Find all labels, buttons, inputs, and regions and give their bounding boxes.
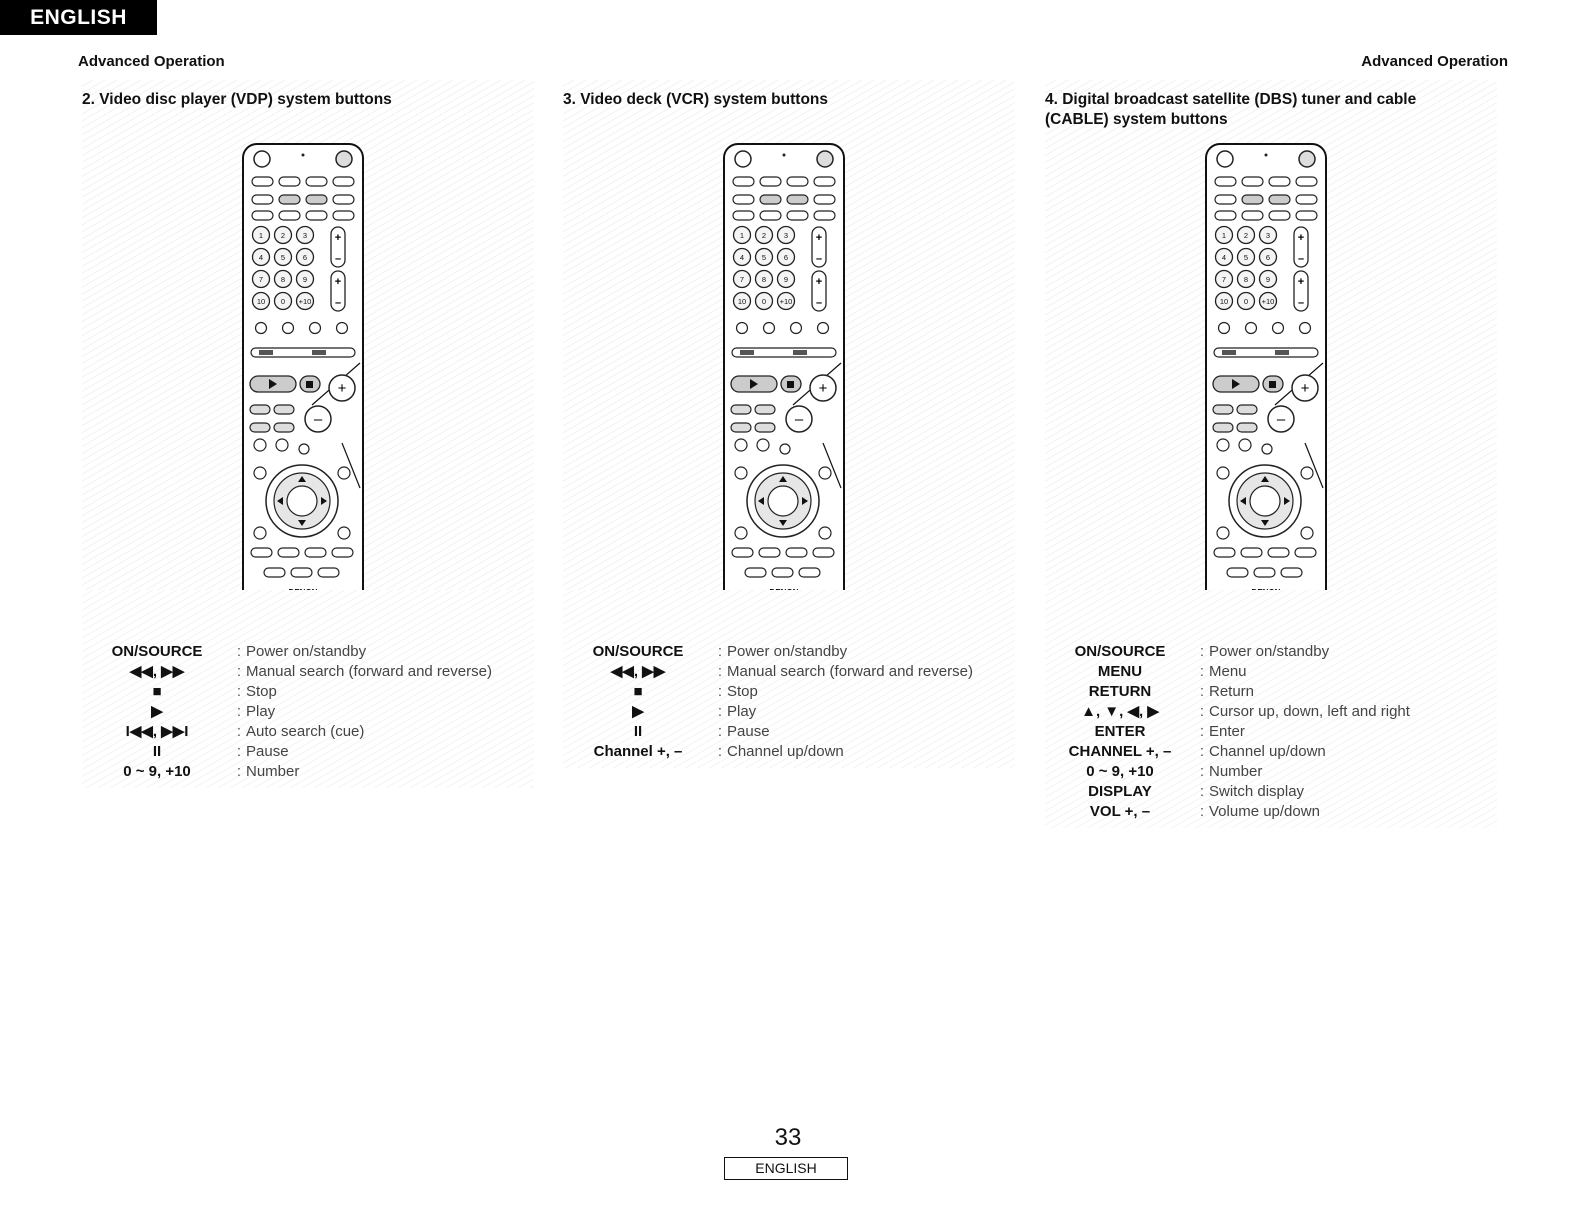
enter-key-icon xyxy=(287,486,317,516)
mode-switch-knob xyxy=(793,350,807,355)
number-key-label: 8 xyxy=(280,275,286,284)
legend-separator: : xyxy=(717,723,723,740)
legend-description: Cursor up, down, left and right xyxy=(1209,703,1410,720)
legend-key: RETURN xyxy=(1088,683,1152,700)
round-key-icon xyxy=(1217,527,1229,539)
legend-separator: : xyxy=(236,723,242,740)
legend-separator: : xyxy=(236,683,242,700)
legend xyxy=(563,590,1015,768)
minus-label: – xyxy=(1297,297,1305,309)
oval-key xyxy=(1242,195,1263,204)
minus-label: – xyxy=(334,253,342,265)
number-key-label: 4 xyxy=(739,253,745,262)
round-key-icon xyxy=(735,439,747,451)
number-key-label: 9 xyxy=(783,275,789,284)
legend-description: Channel up/down xyxy=(1209,743,1326,760)
oval-key xyxy=(772,568,793,577)
oval-key xyxy=(305,548,326,557)
skip-forward-key xyxy=(755,405,775,414)
legend-separator: : xyxy=(1199,643,1205,660)
legend-row xyxy=(563,722,1015,742)
oval-key xyxy=(1269,177,1290,186)
legend-row xyxy=(1045,702,1497,722)
number-key-label: +10 xyxy=(779,297,793,306)
oval-key xyxy=(279,211,300,220)
legend-description: Power on/standby xyxy=(727,643,848,660)
legend-separator: : xyxy=(717,703,723,720)
oval-key xyxy=(733,177,754,186)
legend-key: VOL +, – xyxy=(1089,803,1151,820)
volume-minus-label: – xyxy=(794,411,804,428)
legend-separator: : xyxy=(236,663,242,680)
legend-key: ■ xyxy=(152,683,162,700)
number-key-label: 10 xyxy=(256,297,266,306)
number-key-label: 3 xyxy=(783,231,789,240)
remote-illustration xyxy=(1205,143,1327,629)
oval-key xyxy=(787,177,808,186)
round-key-icon xyxy=(1301,467,1313,479)
legend-description: Volume up/down xyxy=(1209,803,1320,820)
oval-key xyxy=(1296,211,1317,220)
legend-key: ▶ xyxy=(632,703,644,720)
legend-key: ON/SOURCE xyxy=(592,643,684,660)
legend-separator: : xyxy=(717,743,723,760)
oval-key xyxy=(333,177,354,186)
oval-key xyxy=(1214,548,1235,557)
round-key-icon xyxy=(735,527,747,539)
volume-minus-label: – xyxy=(1276,411,1286,428)
mode-switch-knob xyxy=(740,350,754,355)
stop-icon xyxy=(306,381,313,388)
number-key-label: +10 xyxy=(1261,297,1275,306)
section-title: 4. Digital broadcast satellite (DBS) tuner and cable (CABLE) system buttons xyxy=(1045,91,1417,128)
number-key-label: 4 xyxy=(258,253,264,262)
round-key-icon xyxy=(283,323,294,334)
legend-key: CHANNEL +, – xyxy=(1068,743,1172,760)
enter-key-icon xyxy=(768,486,798,516)
number-key-label: 1 xyxy=(739,231,745,240)
fast-forward-key xyxy=(274,423,294,432)
oval-key xyxy=(306,177,327,186)
oval-key xyxy=(1242,211,1263,220)
round-key-icon xyxy=(757,439,769,451)
legend-row xyxy=(1045,762,1497,782)
oval-key xyxy=(318,568,339,577)
oval-key xyxy=(278,548,299,557)
legend-row xyxy=(82,682,534,702)
oval-key xyxy=(814,177,835,186)
legend-separator: : xyxy=(1199,763,1205,780)
oval-key xyxy=(732,548,753,557)
legend xyxy=(82,590,534,788)
oval-key xyxy=(814,211,835,220)
round-key-icon xyxy=(819,527,831,539)
legend-separator: : xyxy=(1199,743,1205,760)
number-key-label: 6 xyxy=(302,253,308,262)
remote-svg xyxy=(1205,143,1327,629)
plus-label: + xyxy=(815,232,823,244)
oval-key xyxy=(760,211,781,220)
oval-key xyxy=(1295,548,1316,557)
round-key-icon xyxy=(818,323,829,334)
minus-label: – xyxy=(815,253,823,265)
oval-key xyxy=(1269,195,1290,204)
rewind-key xyxy=(250,423,270,432)
oval-key xyxy=(813,548,834,557)
round-key-icon xyxy=(254,527,266,539)
legend-key: 0 ~ 9, +10 xyxy=(123,763,191,780)
oval-key xyxy=(799,568,820,577)
led-indicator xyxy=(302,154,305,157)
footer-language: ENGLISH xyxy=(724,1157,848,1180)
led-indicator xyxy=(1265,154,1268,157)
skip-forward-key xyxy=(1237,405,1257,414)
legend-key: DISPLAY xyxy=(1088,783,1152,800)
round-key-icon xyxy=(1262,444,1272,454)
oval-key xyxy=(745,568,766,577)
legend-row xyxy=(563,682,1015,702)
legend-description: Manual search (forward and reverse) xyxy=(727,663,973,680)
legend-separator: : xyxy=(717,683,723,700)
round-key-icon xyxy=(299,444,309,454)
legend-row xyxy=(82,762,534,782)
legend-row xyxy=(82,662,534,682)
oval-key xyxy=(814,195,835,204)
oval-key xyxy=(252,211,273,220)
round-key-icon xyxy=(254,439,266,451)
legend-separator: : xyxy=(1199,803,1205,820)
oval-key xyxy=(291,568,312,577)
section-dbs-cable xyxy=(1045,80,1497,828)
skip-back-key xyxy=(250,405,270,414)
oval-key xyxy=(759,548,780,557)
oval-key xyxy=(333,211,354,220)
fast-forward-key xyxy=(755,423,775,432)
legend-description: Play xyxy=(727,703,757,720)
legend-key: ▶ xyxy=(151,703,163,720)
page-number: 33 xyxy=(774,1124,802,1151)
legend-description: Auto search (cue) xyxy=(246,723,365,740)
round-key-icon xyxy=(737,323,748,334)
oval-key xyxy=(787,195,808,204)
plus-label: + xyxy=(334,276,342,288)
number-key-label: 5 xyxy=(1243,253,1249,262)
legend-description: Menu xyxy=(1209,663,1247,680)
oval-key xyxy=(733,211,754,220)
legend-row xyxy=(1045,742,1497,762)
enter-key-icon xyxy=(1250,486,1280,516)
minus-label: – xyxy=(1297,253,1305,265)
oval-key xyxy=(251,548,272,557)
section-vdp xyxy=(82,80,534,788)
legend-separator: : xyxy=(236,703,242,720)
legend-description: Manual search (forward and reverse) xyxy=(246,663,492,680)
number-key-label: 9 xyxy=(302,275,308,284)
led-indicator xyxy=(783,154,786,157)
oval-key xyxy=(306,195,327,204)
number-key-label: 0 xyxy=(761,297,767,306)
legend-row xyxy=(82,742,534,762)
legend-row xyxy=(82,642,534,662)
remote-illustration xyxy=(242,143,364,629)
oval-key xyxy=(252,177,273,186)
remote-svg xyxy=(242,143,364,629)
legend-key: ON/SOURCE xyxy=(1074,643,1166,660)
minus-label: – xyxy=(815,297,823,309)
round-key-icon xyxy=(1217,467,1229,479)
minus-label: – xyxy=(334,297,342,309)
stop-icon xyxy=(787,381,794,388)
on-source-button-icon xyxy=(1299,151,1315,167)
legend-row xyxy=(1045,662,1497,682)
legend-row xyxy=(563,742,1015,762)
oval-key xyxy=(1242,177,1263,186)
legend-row xyxy=(1045,782,1497,802)
legend-description: Power on/standby xyxy=(1209,643,1330,660)
number-key-label: 1 xyxy=(258,231,264,240)
language-tab: ENGLISH xyxy=(0,0,157,35)
legend-key: ON/SOURCE xyxy=(111,643,203,660)
round-key-icon xyxy=(780,444,790,454)
legend-key: 0 ~ 9, +10 xyxy=(1086,763,1154,780)
round-key-icon xyxy=(1246,323,1257,334)
volume-plus-label: + xyxy=(818,380,828,397)
legend-description: Switch display xyxy=(1209,783,1305,800)
oval-key xyxy=(733,195,754,204)
number-key-label: 2 xyxy=(1243,231,1249,240)
legend-key: MENU xyxy=(1097,663,1143,680)
number-key-label: 2 xyxy=(761,231,767,240)
legend-key: ◀◀, ▶▶ xyxy=(129,663,185,680)
volume-minus-label: – xyxy=(313,411,323,428)
legend-separator: : xyxy=(236,643,242,660)
number-key-label: 5 xyxy=(280,253,286,262)
round-key-icon xyxy=(1300,323,1311,334)
legend-key: ■ xyxy=(633,683,643,700)
oval-key xyxy=(264,568,285,577)
oval-key xyxy=(786,548,807,557)
oval-key xyxy=(760,177,781,186)
mode-switch-knob xyxy=(1275,350,1289,355)
volume-plus-label: + xyxy=(1300,380,1310,397)
legend-description: Return xyxy=(1209,683,1255,700)
oval-key xyxy=(1254,568,1275,577)
number-key-label: 5 xyxy=(761,253,767,262)
number-key-label: 6 xyxy=(1265,253,1271,262)
legend-description: Channel up/down xyxy=(727,743,844,760)
on-source-button-icon xyxy=(336,151,352,167)
number-key-label: 7 xyxy=(258,275,264,284)
legend-separator: : xyxy=(236,763,242,780)
stop-icon xyxy=(1269,381,1276,388)
legend-separator: : xyxy=(236,743,242,760)
section-vcr xyxy=(563,80,1015,768)
mode-switch-knob xyxy=(312,350,326,355)
legend-key: ENTER xyxy=(1094,723,1146,740)
oval-key xyxy=(1281,568,1302,577)
round-key-icon xyxy=(338,527,350,539)
skip-back-key xyxy=(1213,405,1233,414)
oval-key xyxy=(1227,568,1248,577)
legend-row xyxy=(563,662,1015,682)
legend-key: II xyxy=(633,723,643,740)
power-button-icon xyxy=(735,151,751,167)
header-left: Advanced Operation xyxy=(78,53,225,70)
round-key-icon xyxy=(735,467,747,479)
section-title: 2. Video disc player (VDP) system buttons xyxy=(82,91,392,108)
number-key-label: 0 xyxy=(280,297,286,306)
volume-plus-label: + xyxy=(337,380,347,397)
oval-key xyxy=(1296,177,1317,186)
oval-key xyxy=(1269,211,1290,220)
round-key-icon xyxy=(791,323,802,334)
mode-switch-knob xyxy=(1222,350,1236,355)
legend-key: I◀◀, ▶▶I xyxy=(125,723,189,740)
number-key-label: 8 xyxy=(1243,275,1249,284)
legend-row xyxy=(1045,642,1497,662)
oval-key xyxy=(252,195,273,204)
oval-key xyxy=(306,211,327,220)
number-key-label: 7 xyxy=(1221,275,1227,284)
round-key-icon xyxy=(764,323,775,334)
skip-forward-key xyxy=(274,405,294,414)
number-key-label: 7 xyxy=(739,275,745,284)
legend-description: Power on/standby xyxy=(246,643,367,660)
oval-key xyxy=(333,195,354,204)
plus-label: + xyxy=(1297,232,1305,244)
legend-key: II xyxy=(152,743,162,760)
fast-forward-key xyxy=(1237,423,1257,432)
on-source-button-icon xyxy=(817,151,833,167)
mode-switch-knob xyxy=(259,350,273,355)
oval-key xyxy=(1215,211,1236,220)
oval-key xyxy=(1215,177,1236,186)
legend-description: Enter xyxy=(1209,723,1245,740)
number-key-label: 2 xyxy=(280,231,286,240)
number-key-label: +10 xyxy=(298,297,312,306)
oval-key xyxy=(1215,195,1236,204)
legend-key: Channel +, – xyxy=(593,743,683,760)
legend-description: Number xyxy=(246,763,300,780)
number-key-label: 3 xyxy=(302,231,308,240)
oval-key xyxy=(279,195,300,204)
oval-key xyxy=(1268,548,1289,557)
legend-row xyxy=(1045,682,1497,702)
round-key-icon xyxy=(1239,439,1251,451)
legend-separator: : xyxy=(717,643,723,660)
oval-key xyxy=(1296,195,1317,204)
legend-row xyxy=(1045,722,1497,742)
power-button-icon xyxy=(254,151,270,167)
legend-description: Play xyxy=(246,703,276,720)
round-key-icon xyxy=(819,467,831,479)
legend-description: Stop xyxy=(246,683,277,700)
legend-key: ◀◀, ▶▶ xyxy=(610,663,666,680)
plus-label: + xyxy=(1297,276,1305,288)
legend-separator: : xyxy=(717,663,723,680)
oval-key xyxy=(760,195,781,204)
round-key-icon xyxy=(338,467,350,479)
power-button-icon xyxy=(1217,151,1233,167)
plus-label: + xyxy=(334,232,342,244)
legend xyxy=(1045,590,1497,828)
number-key-label: 10 xyxy=(737,297,747,306)
legend-row xyxy=(563,702,1015,722)
header-right: Advanced Operation xyxy=(1361,53,1508,70)
legend-key: ▲, ▼, ◀, ▶ xyxy=(1081,703,1159,720)
section-title: 3. Video deck (VCR) system buttons xyxy=(563,91,828,108)
number-key-label: 9 xyxy=(1265,275,1271,284)
rewind-key xyxy=(1213,423,1233,432)
legend-row xyxy=(82,722,534,742)
legend-separator: : xyxy=(1199,723,1205,740)
round-key-icon xyxy=(310,323,321,334)
round-key-icon xyxy=(337,323,348,334)
oval-key xyxy=(1241,548,1262,557)
round-key-icon xyxy=(1217,439,1229,451)
legend-description: Pause xyxy=(246,743,289,760)
number-key-label: 6 xyxy=(783,253,789,262)
legend-separator: : xyxy=(1199,663,1205,680)
legend-row xyxy=(1045,802,1497,822)
remote-svg xyxy=(723,143,845,629)
round-key-icon xyxy=(1301,527,1313,539)
round-key-icon xyxy=(1273,323,1284,334)
legend-row xyxy=(563,642,1015,662)
rewind-key xyxy=(731,423,751,432)
legend-description: Pause xyxy=(727,723,770,740)
plus-label: + xyxy=(815,276,823,288)
legend-description: Stop xyxy=(727,683,758,700)
number-key-label: 8 xyxy=(761,275,767,284)
number-key-label: 0 xyxy=(1243,297,1249,306)
round-key-icon xyxy=(256,323,267,334)
number-key-label: 3 xyxy=(1265,231,1271,240)
round-key-icon xyxy=(254,467,266,479)
skip-back-key xyxy=(731,405,751,414)
oval-key xyxy=(787,211,808,220)
number-key-label: 1 xyxy=(1221,231,1227,240)
oval-key xyxy=(279,177,300,186)
number-key-label: 4 xyxy=(1221,253,1227,262)
legend-separator: : xyxy=(1199,683,1205,700)
round-key-icon xyxy=(1219,323,1230,334)
legend-row xyxy=(82,702,534,722)
round-key-icon xyxy=(276,439,288,451)
legend-description: Number xyxy=(1209,763,1263,780)
remote-illustration xyxy=(723,143,845,629)
legend-separator: : xyxy=(1199,703,1205,720)
legend-separator: : xyxy=(1199,783,1205,800)
number-key-label: 10 xyxy=(1219,297,1229,306)
oval-key xyxy=(332,548,353,557)
